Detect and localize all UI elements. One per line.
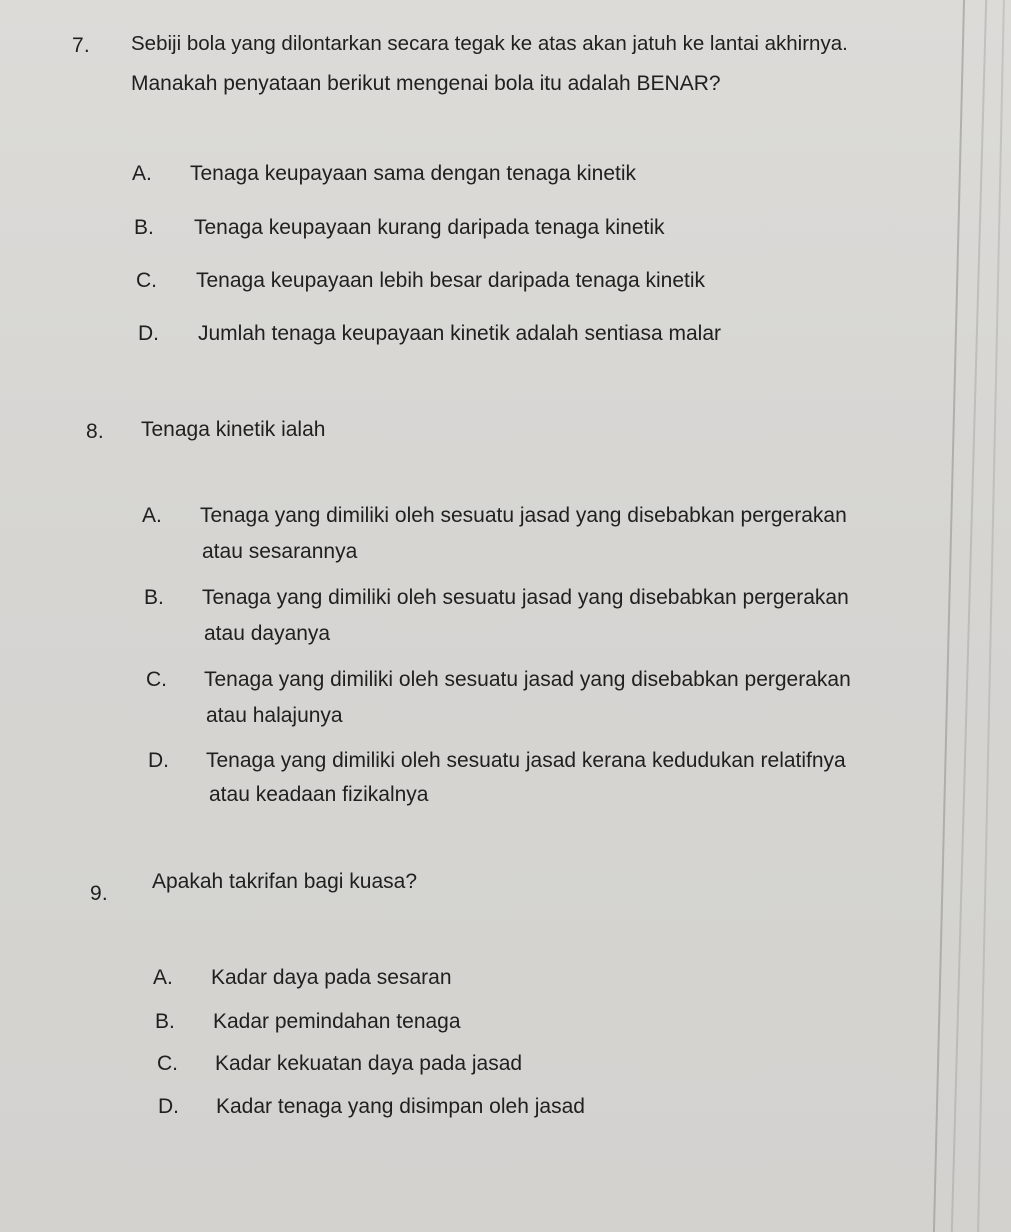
option-letter: B. [134, 216, 154, 239]
question-number: 8. [86, 420, 104, 443]
option-letter: D. [138, 322, 159, 345]
option-text: Tenaga yang dimiliki oleh sesuatu jasad yang disebabkan pergerakan [204, 668, 851, 691]
option-text-continuation: atau dayanya [204, 622, 331, 645]
option-text: Kadar daya pada sesaran [211, 966, 452, 989]
question-text: Tenaga kinetik ialah [141, 418, 326, 441]
option-letter: A. [153, 966, 173, 989]
option-letter: C. [146, 668, 167, 691]
option-text-continuation: atau keadaan fizikalnya [209, 783, 429, 806]
option-text: Jumlah tenaga keupayaan kinetik adalah sentiasa malar [198, 322, 722, 345]
option-text: Tenaga keupayaan lebih besar daripada tenaga kinetik [196, 269, 706, 292]
question-text: Sebiji bola yang dilontarkan secara tegak ke atas akan jatuh ke lantai akhirnya. [131, 32, 848, 55]
option-letter: A. [132, 162, 152, 185]
option-letter: C. [136, 269, 157, 292]
option-text-continuation: atau sesarannya [202, 540, 358, 563]
option-text: Kadar pemindahan tenaga [213, 1010, 461, 1033]
question-number: 7. [72, 34, 90, 57]
option-letter: D. [148, 749, 169, 772]
question-text: Apakah takrifan bagi kuasa? [152, 870, 418, 893]
page-edge-line [933, 0, 965, 1232]
option-letter: A. [142, 504, 162, 527]
option-text: Tenaga yang dimiliki oleh sesuatu jasad yang disebabkan pergerakan [202, 586, 849, 609]
option-text-continuation: atau halajunya [206, 704, 343, 727]
question-number: 9. [90, 882, 108, 905]
option-text: Kadar tenaga yang disimpan oleh jasad [216, 1095, 585, 1118]
question-text: Manakah penyataan berikut mengenai bola itu adalah BENAR? [131, 72, 721, 95]
option-letter: D. [158, 1095, 179, 1118]
option-text: Tenaga yang dimiliki oleh sesuatu jasad yang disebabkan pergerakan [200, 504, 847, 527]
option-letter: B. [144, 586, 164, 609]
option-letter: C. [157, 1052, 178, 1075]
option-text: Tenaga yang dimiliki oleh sesuatu jasad kerana kedudukan relatifnya [206, 749, 846, 772]
option-text: Kadar kekuatan daya pada jasad [215, 1052, 523, 1075]
option-text: Tenaga keupayaan kurang daripada tenaga kinetik [194, 216, 665, 239]
option-text: Tenaga keupayaan sama dengan tenaga kinetik [190, 162, 637, 185]
option-letter: B. [155, 1010, 175, 1033]
